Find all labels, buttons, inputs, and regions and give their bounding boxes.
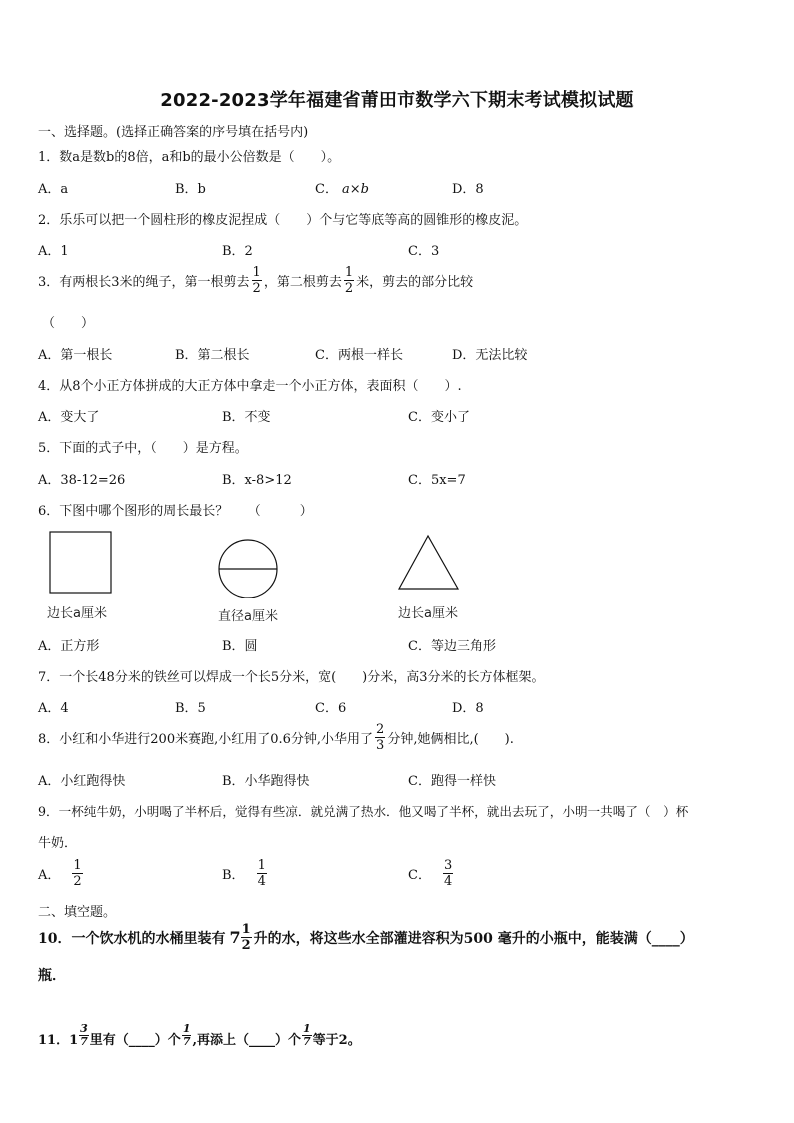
question-10-stem bbox=[38, 922, 694, 953]
q3-text-b: ，第二根剪去 bbox=[263, 275, 342, 290]
question-1-option-d: D．8 bbox=[452, 182, 484, 197]
q8-frac-num: 2 bbox=[376, 722, 385, 737]
q3-fraction-2 bbox=[344, 265, 354, 296]
q11-text-3: 等于2。 bbox=[312, 1033, 361, 1048]
q11-f1-num: 3 bbox=[80, 1022, 88, 1035]
question-3-option-c: C．两根一样长 bbox=[315, 348, 403, 363]
q9-b-fraction bbox=[257, 858, 267, 889]
question-7-option-d: D．8 bbox=[452, 701, 484, 716]
q9-c-fraction bbox=[443, 858, 453, 889]
triangle-shape bbox=[399, 536, 458, 589]
question-1-option-b: B．b bbox=[175, 182, 206, 197]
q3-frac2-den: 2 bbox=[344, 281, 354, 296]
section-choice-heading: 一、选择题。(选择正确答案的序号填在括号内) bbox=[38, 125, 309, 140]
q10-frac-num: 1 bbox=[241, 922, 251, 937]
question-2-option-a: A．1 bbox=[38, 244, 69, 259]
square-caption: 边长a厘米 bbox=[47, 606, 107, 621]
q8-text-b: 分钟,她俩相比,( ). bbox=[387, 732, 514, 747]
question-8-option-a: A．小红跑得快 bbox=[38, 774, 126, 789]
question-2-stem: 2．乐乐可以把一个圆柱形的橡皮泥捏成（ ）个与它等底等高的圆锥形的橡皮泥。 bbox=[38, 213, 528, 228]
q3-text-c: 米，剪去的部分比较 bbox=[356, 275, 474, 290]
question-5-stem: 5．下面的式子中，（ ）是方程。 bbox=[38, 441, 248, 456]
q9-b-den: 4 bbox=[257, 874, 266, 889]
question-6-option-c: C．等边三角形 bbox=[408, 639, 496, 654]
question-6-option-a: A．正方形 bbox=[38, 639, 100, 654]
question-3-option-a: A．第一根长 bbox=[38, 348, 113, 363]
question-4-option-c: C．变小了 bbox=[408, 410, 470, 425]
square-shape bbox=[50, 532, 111, 593]
q3-frac1-den: 2 bbox=[252, 281, 261, 296]
question-3-answer-paren: （ ） bbox=[42, 316, 95, 331]
q11-fraction-3 bbox=[302, 1023, 312, 1048]
question-6-stem: 6．下图中哪个图形的周长最长？ （ ） bbox=[38, 504, 313, 519]
question-7-stem: 7．一个长48分米的铁丝可以焊成一个长5分米，宽( )分米，高3分米的长方体框架。 bbox=[38, 670, 545, 685]
question-9-option-a bbox=[38, 858, 85, 889]
question-7-option-a: A．4 bbox=[38, 701, 69, 716]
question-3-option-b: B．第二根长 bbox=[175, 348, 250, 363]
q9-a-fraction bbox=[72, 858, 82, 889]
q8-text-a: 8．小红和小华进行200米赛跑,小红用了0.6分钟,小华用了 bbox=[38, 732, 374, 747]
question-7-option-c: C．6 bbox=[315, 701, 347, 716]
q8-fraction bbox=[375, 722, 385, 753]
question-11-stem bbox=[38, 1000, 361, 1048]
question-5-option-b: B．x-8>12 bbox=[222, 473, 292, 488]
question-2-option-c: C．3 bbox=[408, 244, 440, 259]
q11-f1-den: 7 bbox=[80, 1035, 88, 1048]
q3-text-a: 3．有两根长3米的绳子，第一根剪去 bbox=[38, 275, 250, 290]
q3-fraction-1 bbox=[252, 265, 262, 296]
question-6-option-b: B．圆 bbox=[222, 639, 258, 654]
question-1-option-c: C． a×b bbox=[315, 182, 369, 197]
question-3-stem bbox=[38, 265, 473, 296]
q11-f3-den: 7 bbox=[303, 1035, 311, 1048]
section-fill-heading: 二、填空题。 bbox=[38, 905, 117, 920]
question-6-figures bbox=[40, 528, 460, 598]
q10-whole: 7 bbox=[229, 928, 241, 947]
q10-frac-den: 2 bbox=[241, 938, 251, 953]
question-10-stem-line2: 瓶． bbox=[38, 968, 66, 984]
q11-f2-num: 1 bbox=[182, 1022, 191, 1035]
question-4-stem: 4．从8个小正方体拼成的大正方体中拿走一个小正方体，表面积（ ）. bbox=[38, 379, 462, 394]
question-8-option-c: C．跑得一样快 bbox=[408, 774, 496, 789]
question-5-option-c: C．5x=7 bbox=[408, 473, 466, 488]
q11-text-2: ,再添上（____）个 bbox=[192, 1033, 301, 1048]
question-1-option-a: A．a bbox=[38, 182, 69, 197]
q11-text-1: 里有（____）个 bbox=[89, 1033, 181, 1048]
q9-c-den: 4 bbox=[443, 874, 453, 889]
q9-a-den: 2 bbox=[73, 874, 82, 889]
option-c-expression: a×b bbox=[341, 182, 369, 197]
question-7-option-b: B．5 bbox=[175, 701, 206, 716]
q8-frac-den: 3 bbox=[376, 738, 385, 753]
q11-f3-num: 1 bbox=[303, 1022, 311, 1035]
q10-fraction bbox=[241, 922, 252, 953]
question-4-option-a: A．变大了 bbox=[38, 410, 100, 425]
q11-fraction-2 bbox=[182, 1023, 192, 1048]
triangle-caption: 边长a厘米 bbox=[398, 606, 458, 621]
q10-text-a: 10．一个饮水机的水桶里装有 bbox=[38, 930, 226, 947]
question-1-stem: 1．数a是数b的8倍，a和b的最小公倍数是（ ）。 bbox=[38, 150, 341, 165]
question-8-stem bbox=[38, 722, 514, 753]
q9-c-label: C． bbox=[408, 868, 431, 883]
q11-prefix: 11． bbox=[38, 1033, 70, 1048]
q11-fraction-1 bbox=[79, 1023, 89, 1048]
page-title: 2022-2023学年福建省莆田市数学六下期末考试模拟试题 bbox=[160, 90, 634, 111]
question-5-option-a: A．38-12=26 bbox=[38, 473, 126, 488]
question-9-stem-line1: 9．一杯纯牛奶，小明喝了半杯后，觉得有些凉．就兑满了热水．他又喝了半杯，就出去玩了，小明一共喝了（ ）杯 bbox=[38, 804, 689, 819]
q11-whole: 1 bbox=[69, 1033, 79, 1048]
circle-caption: 直径a厘米 bbox=[218, 609, 278, 624]
q11-f2-den: 7 bbox=[182, 1035, 191, 1048]
question-9-stem-line2: 牛奶． bbox=[38, 836, 78, 851]
question-9-option-c bbox=[408, 858, 455, 889]
q9-a-num: 1 bbox=[73, 858, 82, 873]
q9-a-label: A． bbox=[38, 868, 61, 883]
question-8-option-b: B．小华跑得快 bbox=[222, 774, 310, 789]
question-4-option-b: B．不变 bbox=[222, 410, 271, 425]
q9-b-num: 1 bbox=[257, 858, 266, 873]
q9-c-num: 3 bbox=[443, 858, 453, 873]
question-3-option-d: D．无法比较 bbox=[452, 348, 528, 363]
q3-frac2-num: 1 bbox=[344, 265, 354, 280]
q10-text-b: 升的水，将这些水全部灌进容积为500 毫升的小瓶中，能装满（____） bbox=[253, 930, 694, 947]
q3-frac1-num: 1 bbox=[252, 265, 261, 280]
question-2-option-b: B．2 bbox=[222, 244, 253, 259]
question-9-option-b bbox=[222, 858, 269, 889]
q9-b-label: B． bbox=[222, 868, 245, 883]
